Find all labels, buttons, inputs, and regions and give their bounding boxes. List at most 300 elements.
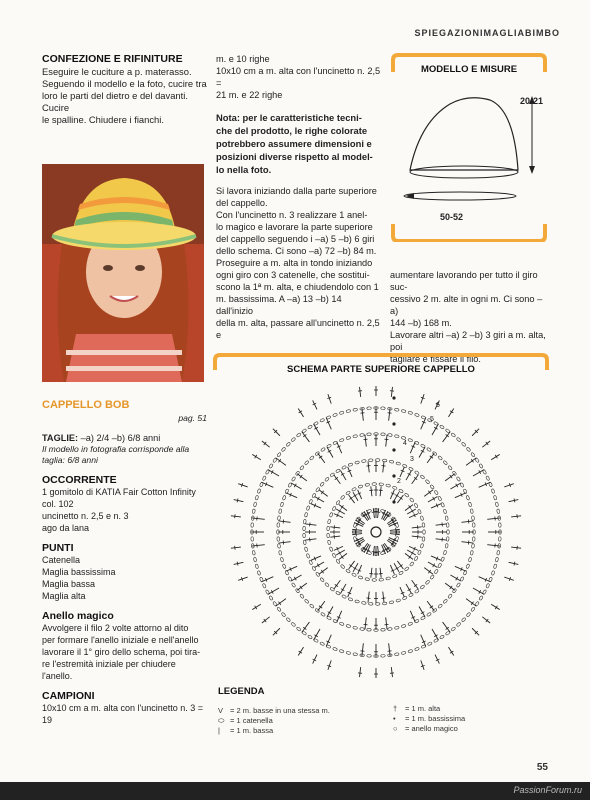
chain-stitch-mark [286,442,291,447]
double-crochet-mark [382,545,386,554]
double-crochet-mark [421,660,424,669]
double-crochet-mark [366,510,370,519]
chain-stitch-mark [320,418,325,422]
chain-stitch-mark [303,533,306,538]
chain-stitch-mark [252,509,255,514]
chain-stitch-mark [438,604,443,609]
text-line: le spalline. Chiudere i fianchi. [42,114,164,125]
chain-stitch-mark [443,460,448,465]
chain-stitch-mark [329,547,333,552]
watermark: PassionForum.ru [513,785,582,795]
chain-stitch-mark [479,595,484,600]
chain-stitch-mark [414,647,419,651]
text-line: Nota: per le caratteristiche tecni- [216,112,362,123]
chain-stitch-mark [304,599,309,604]
chain-stitch-mark [394,408,399,411]
chain-stitch-mark [493,564,497,569]
chain-stitch-mark [401,624,406,628]
chain-stitch-mark [438,496,442,501]
chain-stitch-mark [448,465,453,470]
model-box-frame [390,52,548,242]
chain-stitch-mark [358,575,363,579]
chain-stitch-mark [466,564,470,569]
chain-stitch-mark [342,594,347,598]
chain-icon: ⬭ [218,716,225,725]
chain-stitch-mark [456,622,461,627]
chain-stitch-mark [257,570,261,575]
chain-stitch-mark [307,425,312,430]
chain-stitch-mark [422,537,425,542]
double-crochet-icon: † [393,704,398,713]
double-crochet-mark [504,577,513,580]
double-crochet-mark [354,538,363,542]
chain-stitch-mark [498,523,501,528]
double-crochet-bar [237,562,238,566]
text-line: per formare l'anello iniziale e nell'anello [42,635,199,645]
double-crochet-mark [380,486,381,496]
chain-stitch-mark [355,600,360,604]
round-number-2: 2 [397,478,401,485]
double-crochet-mark [261,482,273,487]
double-crochet-mark [366,545,370,554]
chain-stitch-mark [255,564,259,569]
double-crochet-mark [443,622,451,632]
anello-title: Anello magico [42,610,114,622]
chain-stitch-mark [466,612,471,617]
double-crochet-mark [427,453,434,463]
chain-stitch-mark [324,582,329,587]
chain-stitch-mark [346,491,351,496]
chain-stitch-mark [340,564,345,569]
footer-bar [0,782,590,800]
chain-stitch-mark [414,413,419,417]
chain-stitch-mark [336,559,341,564]
double-crochet-mark [386,617,387,629]
double-crochet-mark [286,493,297,498]
chain-stitch-mark [409,497,414,502]
chain-stitch-mark [327,519,330,524]
chain-stitch-mark [291,622,296,627]
double-crochet-mark [504,484,513,487]
chain-stitch-mark [360,433,365,436]
chain-stitch-mark [389,601,394,604]
chain-stitch-mark [491,489,495,494]
double-crochet-mark [318,601,325,611]
text-line: del cappello. [216,198,268,208]
chain-stitch-mark [291,582,296,587]
double-crochet-mark [371,568,372,578]
chain-stitch-mark [367,654,372,657]
double-crochet-mark [383,592,384,603]
chain-stitch-mark [358,485,363,489]
double-crochet-mark [431,504,441,508]
text-line: Con l'uncinetto n. 3 realizzare 1 anel- [216,210,368,220]
double-crochet-mark [479,482,491,487]
chain-stitch-mark [300,594,305,599]
double-crochet-mark [421,635,426,647]
chain-stitch-mark [396,462,401,466]
chain-stitch-mark [360,627,365,630]
chain-stitch-mark [262,583,266,588]
model-box [390,52,548,242]
chain-stitch-mark [309,560,313,565]
double-crochet-mark [311,556,321,560]
chain-stitch-mark [456,437,461,442]
chain-stitch-mark [320,482,325,487]
double-crochet-mark [358,565,362,574]
double-crochet-mark [400,467,404,477]
chain-stitch-mark [382,602,387,605]
double-crochet-mark [389,522,398,526]
chain-stitch-mark [353,435,358,438]
width-label: 50-52 [440,212,464,222]
double-crochet-mark [273,429,280,436]
child-photo [42,164,204,382]
campione-text [216,53,381,101]
double-crochet-mark [386,435,387,447]
list-item: Maglia bassa [42,579,96,589]
chain-stitch-mark [381,654,386,657]
chain-stitch-mark [414,503,419,508]
chain-stitch-mark [277,523,280,528]
schema-title: SCHEMA PARTE SUPERIORE CAPPELLO [287,364,475,375]
chain-stitch-mark [443,509,447,514]
chain-stitch-mark [386,577,391,581]
chain-stitch-mark [277,607,282,612]
slip-stitch-mark [392,396,395,399]
double-crochet-mark [337,611,342,622]
chain-stitch-mark [408,649,413,653]
double-crochet-mark [348,467,352,477]
text-line: Proseguire a m. alta in tondo iniziando [216,258,373,268]
text-line: Il modello in fotografia corrisponde alla [42,444,190,454]
occorrente-title: OCCORRENTE [42,474,117,486]
confezione-section [42,53,212,126]
text-line: aumentare lavorando per tutto il giro suc- [390,270,538,292]
chain-stitch-mark [423,530,426,534]
chain-stitch-mark [471,544,474,549]
double-crochet-mark [368,461,369,472]
chain-stitch-mark [252,550,255,555]
magic-ring-icon: ○ [393,724,398,733]
text-line: posizioni diverse rispetto al model- [216,151,373,162]
chain-stitch-mark [376,603,380,606]
chain-stitch-mark [280,557,284,562]
chain-stitch-mark [309,456,314,461]
list-item: Maglia alta [42,591,86,601]
chain-stitch-mark [392,574,397,578]
chain-stitch-mark [451,433,456,438]
chain-stitch-mark [461,617,466,622]
double-crochet-mark [326,635,331,647]
chain-stitch-mark [352,573,357,577]
double-crochet-mark [427,601,434,611]
chain-stitch-mark [445,543,448,548]
chain-stitch-mark [381,407,386,410]
chain-stitch-mark [456,582,461,587]
chain-stitch-mark [262,476,266,481]
round-number-6: 6 [436,402,440,409]
text-line: Avvolgere il filo 2 volte attorno al dito [42,623,189,633]
double-crochet-mark [275,458,285,466]
chain-stitch-mark [251,537,254,542]
chain-stitch-mark [381,433,386,436]
chain-stitch-mark [335,469,340,474]
double-crochet-mark [461,542,473,543]
double-crochet-mark [421,394,424,403]
chain-stitch-mark [396,599,401,603]
list-item: Catenella [42,555,81,565]
chain-stitch-mark [404,493,409,498]
chain-stitch-mark [340,495,345,500]
cappello-section [42,399,207,726]
chain-stitch-mark [420,585,425,590]
chain-stitch-mark [471,516,474,521]
chain-stitch-mark [365,483,370,486]
chain-stitch-mark [471,607,476,612]
chain-stitch-mark [372,483,376,486]
double-crochet-mark [328,394,331,403]
chain-stitch-mark [367,407,372,410]
chain-stitch-mark [443,550,447,555]
double-crochet-mark [472,628,479,635]
chain-stitch-mark [443,599,448,604]
section-header: SPIEGAZIONIMAGLIABIMBO [414,28,560,38]
text-line: lavorare il 1° giro dello schema, poi tira- [42,647,201,657]
taglie-label: TAGLIE: [42,433,79,443]
chain-stitch-mark [486,476,490,481]
chain-stitch-mark [479,463,484,468]
note-text [216,111,381,176]
chain-stitch-mark [456,476,461,481]
text-line: scono la 1ª m. alta, e chiudendolo con 1 [216,282,379,292]
chain-stitch-mark [472,537,475,542]
double-crochet-mark [365,617,366,629]
chain-stitch-mark [332,553,336,558]
page-ref: pag. 51 [178,413,207,423]
chain-stitch-mark [470,509,473,514]
chain-stitch-mark [257,489,261,494]
double-crochet-mark [234,500,244,502]
chain-stitch-mark [333,413,338,417]
chain-stitch-mark [333,647,338,651]
double-crochet-mark [305,524,316,525]
round-number-3: 3 [410,456,414,463]
chain-stitch-mark [281,447,286,452]
chain-stitch-mark [394,653,399,656]
chain-stitch-mark [389,460,394,463]
double-crochet-mark [371,486,372,496]
double-crochet-mark [383,461,384,472]
chain-stitch-mark [448,594,453,599]
chain-stitch-mark [414,589,419,594]
chain-stitch-mark [327,526,330,531]
double-crochet-mark [358,490,362,499]
chain-stitch-mark [379,483,384,486]
double-crochet-mark [378,546,379,556]
chain-stitch-mark [320,612,325,617]
chain-stitch-mark [253,502,257,507]
list-item: uncinetto n. 2,5 e n. 3 [42,511,129,521]
slip-stitch-mark [392,448,395,451]
text-line: 10x10 cm a m. alta con l'uncinetto n. 2,5 = [216,66,381,88]
round-number-4: 4 [403,440,407,447]
chain-stitch-mark [280,502,284,507]
chain-stitch-mark [291,437,296,442]
legend-item-bassissima: • = 1 m. bassissima [393,714,466,723]
double-crochet-mark [421,417,426,429]
chain-stitch-mark [353,653,358,656]
chain-stitch-mark [451,627,456,632]
right-column-text [390,269,550,365]
double-crochet-mark [261,577,273,582]
chain-stitch-mark [401,409,406,413]
double-crochet-mark [389,538,398,542]
text-line: cessivo 2 m. alte in ogni m. Ci sono –a) [390,294,543,316]
double-crochet-mark [373,546,374,556]
text-line: lo nella foto. [216,164,272,175]
slip-stitch-mark [392,474,395,477]
chain-stitch-mark [430,484,435,489]
double-crochet-mark [330,536,340,537]
double-crochet-mark [348,587,352,597]
chain-stitch-mark [327,540,330,545]
schema-box [212,352,550,682]
chain-stitch-mark [300,465,305,470]
chain-stitch-mark [304,460,309,465]
confezione-title: CONFEZIONE E RIFINITURE [42,53,183,65]
chain-stitch-mark [386,484,391,488]
chain-stitch-mark [381,628,386,631]
chain-stitch-mark [346,436,351,440]
page-number: 55 [536,762,548,773]
text-line: del cappello seguendo i –a) 5 –b) 6 giri [216,234,375,244]
chain-stitch-mark [253,557,257,562]
text-line: m. bassissima. A –a) 13 –b) 14 dall'inizio [216,294,342,316]
double-crochet-mark [238,484,247,487]
chain-stitch-mark [427,642,432,646]
text-line: taglia: 6/8 anni [42,455,98,465]
chain-stitch-mark [434,490,439,495]
legend-left [218,706,368,736]
chain-stitch-mark [422,523,425,528]
double-crochet-mark [431,556,441,560]
chain-stitch-mark [277,544,280,549]
chain-stitch-mark [470,550,473,555]
chain-stitch-mark [446,523,449,528]
chain-stitch-mark [426,447,431,452]
double-crochet-mark [390,490,394,499]
single-crochet-icon: | [218,726,220,735]
chain-stitch-mark [372,579,376,582]
double-crochet-mark [412,536,422,537]
list-item: Maglia bassissima [42,567,116,577]
chain-stitch-mark [282,564,286,569]
chain-stitch-mark [342,465,347,469]
slip-stitch-icon: • [393,714,396,723]
chain-stitch-mark [446,537,449,542]
chain-stitch-mark [277,537,280,542]
occorrente-list [42,486,207,534]
chain-stitch-mark [420,516,424,521]
chain-stitch-mark [388,627,393,630]
chain-stitch-mark [286,617,291,622]
slip-stitch-mark [392,422,395,425]
double-crochet-mark [275,599,285,607]
text-line: Seguendo il modello e la foto, cucire tra [42,78,207,89]
double-crochet-mark [455,493,466,498]
chain-stitch-mark [303,540,306,545]
double-crochet-mark [511,547,521,548]
text-line: ogni giro con 3 catenelle, che sostitui- [216,270,370,280]
legend-title: LEGENDA [218,686,265,697]
chain-stitch-mark [339,438,344,442]
chain-stitch-mark [420,475,425,480]
chain-stitch-mark [472,523,475,528]
double-crochet-mark [231,516,241,517]
chain-stitch-mark [346,409,351,413]
chain-stitch-mark [339,622,344,626]
campioni-title: CAMPIONI [42,690,95,702]
chain-stitch-mark [438,456,443,461]
double-crochet-mark [330,527,340,528]
taglie-note [42,444,207,466]
confezione-text [42,66,212,126]
chain-stitch-mark [430,575,435,580]
chain-stitch-mark [404,566,409,571]
chain-stitch-mark [304,512,308,517]
double-crochet-mark [390,565,394,574]
chain-stitch-mark [296,627,301,632]
chain-stitch-mark [327,533,330,538]
double-crochet-mark [279,521,291,522]
chain-stitch-mark [486,583,490,588]
chain-stitch-mark [329,512,333,517]
double-crochet-bar [514,498,515,502]
chain-stitch-mark [306,506,310,511]
chain-stitch-mark [491,570,495,575]
double-crochet-mark [286,566,297,571]
list-item: 1 gomitolo di KATIA Fair Cotton Infinity [42,487,196,497]
chain-stitch-mark [361,601,366,604]
chain-stitch-mark [376,459,380,462]
double-crochet-mark [391,667,392,677]
double-crochet-mark [461,521,473,522]
double-crochet-mark [311,504,321,508]
round-number-5: 5 [430,416,434,423]
chain-stitch-mark [320,447,325,452]
text-line: Eseguire le cuciture a p. materasso. [42,66,192,77]
chain-stitch-mark [269,595,274,600]
chain-stitch-mark [497,509,500,514]
chain-stitch-mark [471,452,476,457]
chain-stitch-mark [425,580,430,585]
legend [218,686,548,735]
chain-stitch-mark [495,557,499,562]
legend-item-catenella: ⬭ = 1 catenella [218,716,273,725]
double-crochet-mark [373,508,374,518]
chain-stitch-mark [353,626,358,629]
chain-stitch-mark [365,578,370,581]
chain-stitch-mark [368,459,373,462]
chain-stitch-mark [277,452,282,457]
v-icon: V [218,706,224,715]
text-line: che del prodotto, le righe colorate [216,125,368,136]
double-crochet-mark [328,660,331,669]
chain-stitch-mark [468,557,472,562]
double-crochet-mark [390,529,400,530]
chain-stitch-mark [367,628,372,631]
